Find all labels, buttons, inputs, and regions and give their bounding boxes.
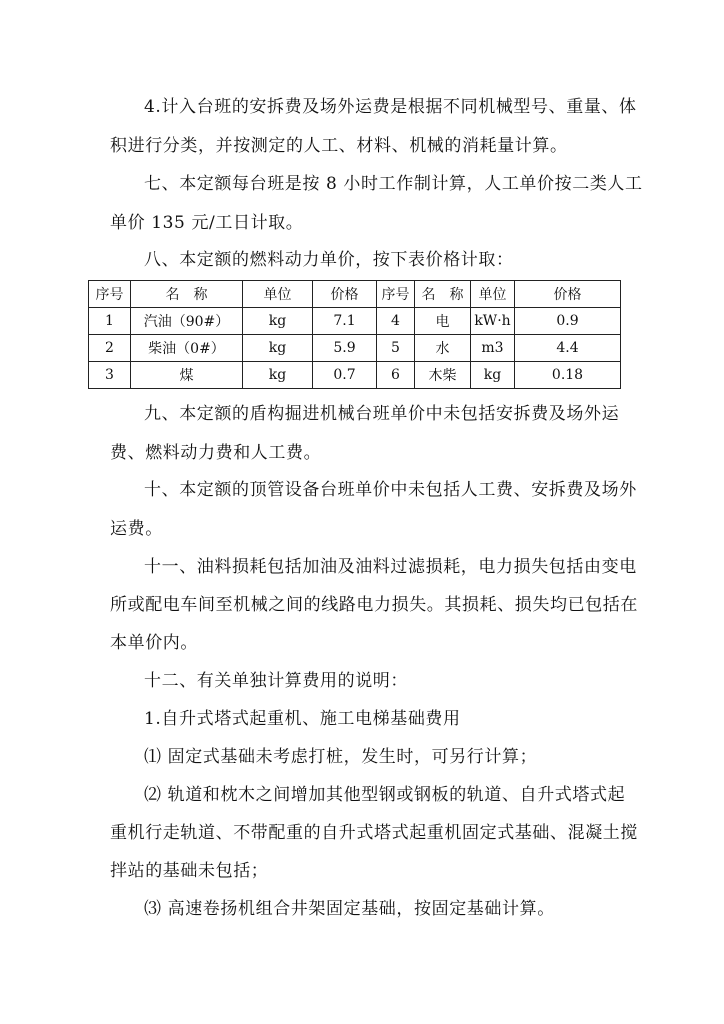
header-unit-2: 单位 — [471, 281, 515, 308]
table-cell: 电 — [415, 308, 471, 335]
table-cell: 柴油（0#） — [131, 335, 243, 362]
paragraph-12-subheading: 1.自升式塔式起重机、施工电梯基础费用 — [144, 709, 461, 729]
table-cell: 1 — [89, 308, 131, 335]
table-header-row — [89, 281, 621, 308]
table-cell: 4 — [377, 308, 415, 335]
list-item-1: ⑴ 固定式基础未考虑打桩，发生时，可另行计算； — [144, 747, 538, 767]
paragraph-9-line-2: 费、燃料动力费和人工费。 — [110, 443, 322, 463]
header-unit: 单位 — [243, 281, 313, 308]
table-row — [89, 335, 621, 362]
table-cell: 煤 — [131, 362, 243, 389]
table-cell: m3 — [471, 335, 515, 362]
header-price-2: 价格 — [515, 281, 621, 308]
fuel-price-table — [88, 280, 621, 389]
table-cell: kg — [243, 308, 313, 335]
table-cell: 汽油（90#） — [131, 308, 243, 335]
paragraph-10-line-2: 运费。 — [110, 519, 163, 539]
table-cell: 0.18 — [515, 362, 621, 389]
paragraph-11-line-1: 十一、油料损耗包括加油及油料过滤损耗，电力损失包括由变电 — [144, 557, 637, 577]
table-cell: 0.7 — [313, 362, 377, 389]
header-name-2: 名 称 — [415, 281, 471, 308]
paragraph-11-line-2: 所或配电车间至机械之间的线路电力损失。其损耗、损失均已包括在 — [110, 595, 638, 615]
list-item-2-line-1: ⑵ 轨道和枕木之间增加其他型钢或钢板的轨道、自升式塔式起 — [144, 785, 626, 805]
table-cell: 5.9 — [313, 335, 377, 362]
paragraph-8-line-1: 八、本定额的燃料动力单价，按下表价格计取： — [144, 250, 514, 270]
table-cell: 木柴 — [415, 362, 471, 389]
table-cell: kg — [243, 335, 313, 362]
list-item-2-line-2: 重机行走轨道、不带配重的自升式塔式起重机固定式基础、混凝土搅 — [110, 823, 638, 843]
table-row — [89, 308, 621, 335]
list-item-2-line-3: 拌站的基础未包括； — [110, 861, 269, 881]
paragraph-10-line-1: 十、本定额的顶管设备台班单价中未包括人工费、安拆费及场外 — [144, 480, 637, 500]
table-cell: 7.1 — [313, 308, 377, 335]
header-price: 价格 — [313, 281, 377, 308]
table-cell: 水 — [415, 335, 471, 362]
header-index-2: 序号 — [377, 281, 415, 308]
paragraph-4-line-1: 4.计入台班的安拆费及场外运费是根据不同机械型号、重量、体 — [144, 97, 637, 117]
table-cell: 3 — [89, 362, 131, 389]
table-cell: 0.9 — [515, 308, 621, 335]
header-name: 名 称 — [131, 281, 243, 308]
table-row — [89, 362, 621, 389]
paragraph-9-line-1: 九、本定额的盾构掘进机械台班单价中未包括安拆费及场外运 — [144, 404, 620, 424]
paragraph-12-heading: 十二、有关单独计算费用的说明： — [144, 671, 408, 691]
table-cell: kg — [471, 362, 515, 389]
table-cell: 4.4 — [515, 335, 621, 362]
paragraph-11-line-3: 本单价内。 — [110, 633, 198, 653]
table-cell: kW·h — [471, 308, 515, 335]
table-cell: 5 — [377, 335, 415, 362]
header-index: 序号 — [89, 281, 131, 308]
table-cell: 6 — [377, 362, 415, 389]
list-item-3: ⑶ 高速卷扬机组合井架固定基础，按固定基础计算。 — [144, 899, 555, 919]
table-cell: kg — [243, 362, 313, 389]
paragraph-4-line-2: 积进行分类，并按测定的人工、材料、机械的消耗量计算。 — [110, 136, 568, 156]
paragraph-7-line-2: 单价 135 元/工日计取。 — [110, 213, 304, 233]
paragraph-7-line-1: 七、本定额每台班是按 8 小时工作制计算，人工单价按二类人工 — [144, 174, 643, 194]
table-cell: 2 — [89, 335, 131, 362]
